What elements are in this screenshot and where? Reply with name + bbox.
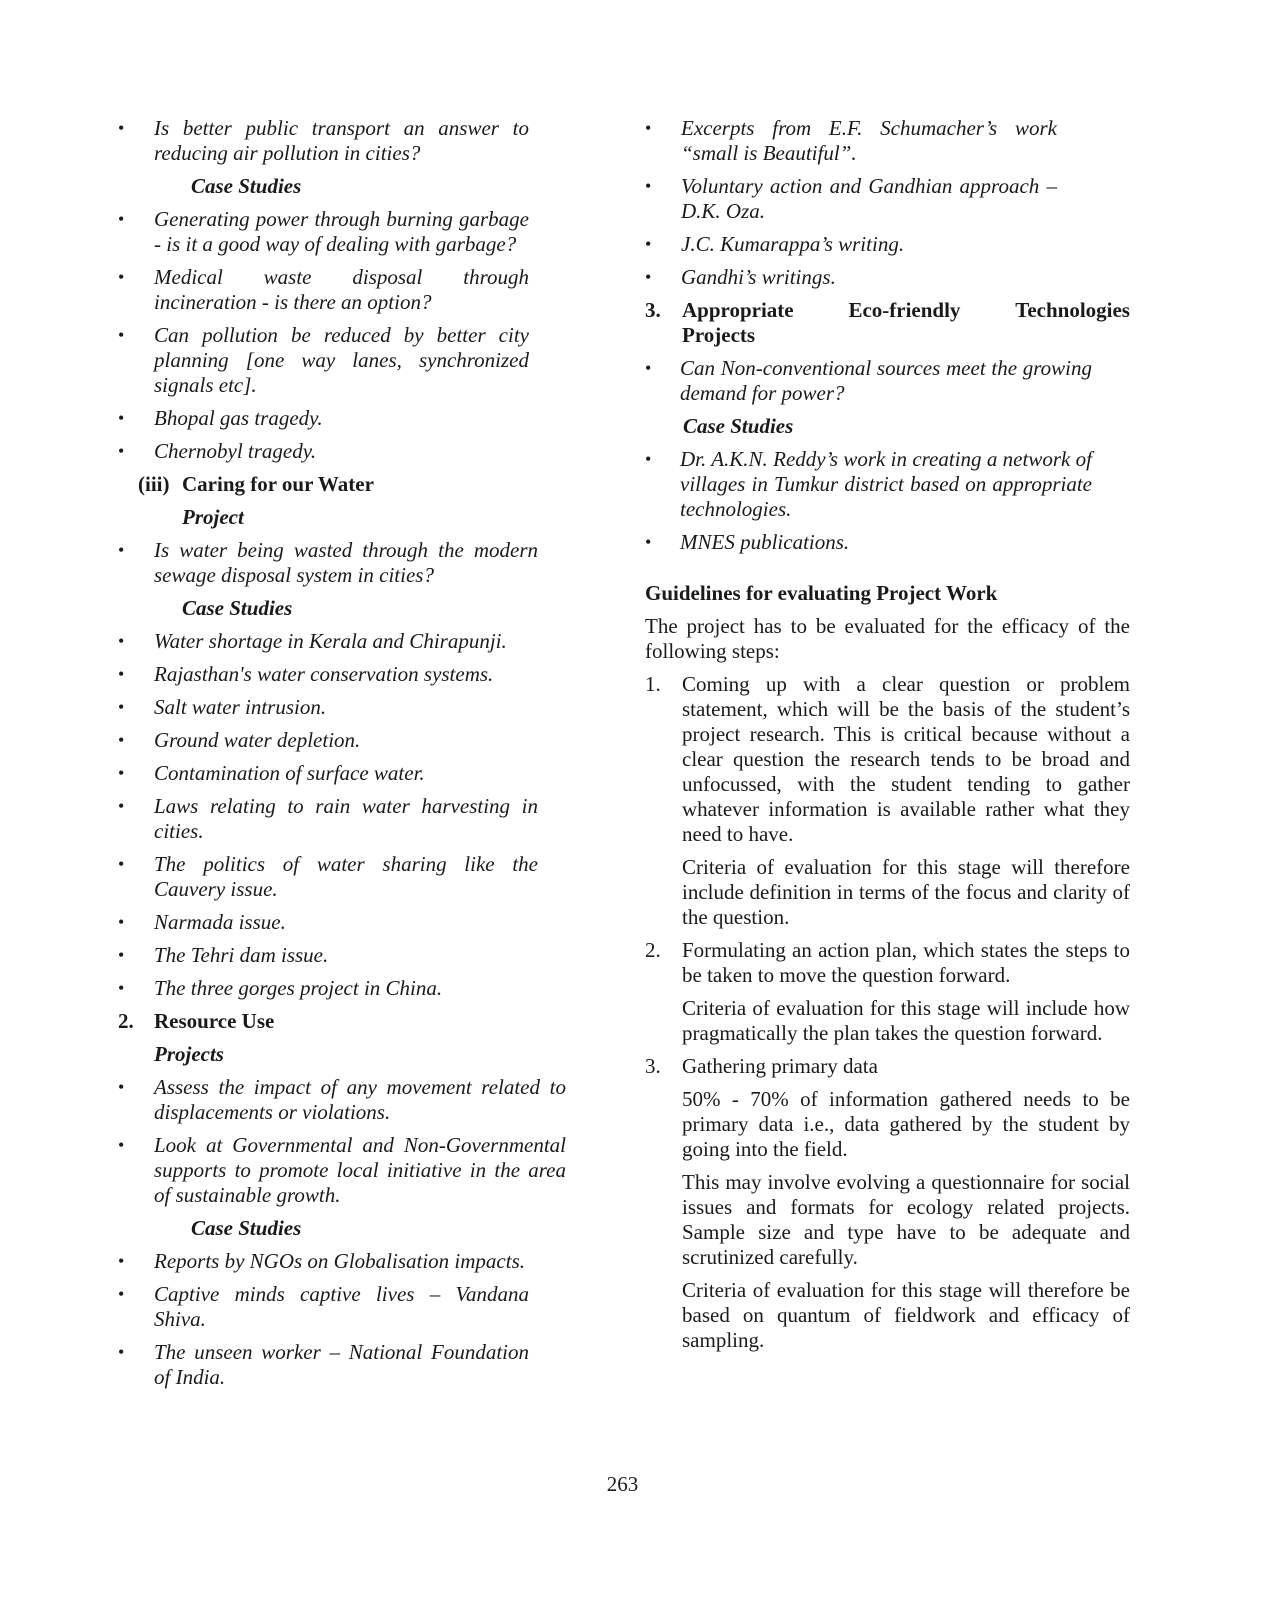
list-item: • Assess the impact of any movement related to displacements or violations. xyxy=(118,1075,566,1125)
list-item: • Medical waste disposal through incineration - is there an option? xyxy=(118,265,529,315)
list-item: • Narmada issue. xyxy=(118,910,538,935)
section-title-word: Technologies xyxy=(1015,298,1130,322)
list-item: • Chernobyl tragedy. xyxy=(118,439,529,464)
section-title: Resource Use xyxy=(154,1009,275,1033)
list-item: • Is better public transport an answer to reducing air pollution in cities? xyxy=(118,116,529,166)
list-item: • Dr. A.K.N. Reddy’s work in creating a network of villages in Tumkur district based on appropriate technologies. xyxy=(645,447,1092,522)
case-studies-heading: Case Studies xyxy=(191,174,302,198)
step-item xyxy=(645,1054,1130,1079)
list-item: • MNES publications. xyxy=(645,530,1092,555)
tech-project-list xyxy=(645,356,1092,406)
list-item: • J.C. Kumarappa’s writing. xyxy=(645,232,1057,257)
list-item: • Voluntary action and Gandhian approach – D.K. Oza. xyxy=(645,174,1057,224)
list-item: • Can Non-conventional sources meet the growing demand for power? xyxy=(645,356,1092,406)
right-column xyxy=(645,116,1130,1361)
list-item: • Generating power through burning garbage - is it a good way of dealing with garbage? xyxy=(118,207,529,257)
step-paragraph: Criteria of evaluation for this stage will include how pragmatically the plan takes the question forward. xyxy=(682,996,1130,1045)
step-text: Formulating an action plan, which states the steps to be taken to move the question forward. xyxy=(682,938,1130,987)
step-paragraph: This may involve evolving a questionnaire for social issues and formats for ecology related projects. Sample size and type have to be adequate and scrutinized carefully. xyxy=(682,1170,1130,1269)
list-item: • Gandhi’s writings. xyxy=(645,265,1057,290)
page-number: 263 xyxy=(606,1472,639,1496)
section-3-heading xyxy=(645,298,1130,348)
list-item: • The unseen worker – National Foundation of India. xyxy=(118,1340,529,1390)
list-item: • The politics of water sharing like the Cauvery issue. xyxy=(118,852,538,902)
subsection-iii-heading xyxy=(138,472,602,497)
list-item: • Captive minds captive lives – Vandana Shiva. xyxy=(118,1282,529,1332)
project-heading: Project xyxy=(182,505,244,529)
list-item: • Salt water intrusion. xyxy=(118,695,538,720)
list-item: • Rajasthan's water conservation systems. xyxy=(118,662,538,687)
section-2-heading xyxy=(118,1009,602,1034)
list-item: • Ground water depletion. xyxy=(118,728,538,753)
list-item: • Can pollution be reduced by better city planning [one way lanes, synchronized signals etc]. xyxy=(118,323,529,398)
water-project-list xyxy=(118,538,538,588)
list-item: • Contamination of surface water. xyxy=(118,761,538,786)
case-studies-list-2 xyxy=(118,629,538,1001)
guidelines-heading: Guidelines for evaluating Project Work xyxy=(645,581,998,605)
section-title-word: Appropriate xyxy=(682,298,794,322)
list-item: • Laws relating to rain water harvesting in cities. xyxy=(118,794,538,844)
case-studies-heading: Case Studies xyxy=(182,596,293,620)
subsection-title: Caring for our Water xyxy=(182,472,374,496)
list-item: • Reports by NGOs on Globalisation impacts. xyxy=(118,1249,529,1274)
list-item: • The three gorges project in China. xyxy=(118,976,538,1001)
step-item xyxy=(645,938,1130,988)
step-number: 2. xyxy=(645,938,661,962)
list-item: • Is water being wasted through the modern sewage disposal system in cities? xyxy=(118,538,538,588)
case-studies-heading: Case Studies xyxy=(683,414,794,438)
subsection-number: (iii) xyxy=(138,472,170,496)
case-studies-list-3 xyxy=(118,1249,529,1390)
step-number: 3. xyxy=(645,1054,661,1078)
case-studies-heading: Case Studies xyxy=(191,1216,302,1240)
guidelines-intro: The project has to be evaluated for the efficacy of the following steps: xyxy=(645,614,1130,663)
list-item: • Water shortage in Kerala and Chirapunji. xyxy=(118,629,538,654)
tech-case-studies-list xyxy=(645,447,1092,555)
section-number: 3. xyxy=(645,298,661,322)
step-paragraph: Criteria of evaluation for this stage will therefore be based on quantum of fieldwork and efficacy of sampling. xyxy=(682,1278,1130,1352)
step-paragraph: Criteria of evaluation for this stage will therefore include definition in terms of the focus and clarity of the question. xyxy=(682,855,1130,929)
air-pollution-bullets xyxy=(118,116,529,166)
step-text: Gathering primary data xyxy=(682,1054,878,1078)
list-item: • Bhopal gas tragedy. xyxy=(118,406,529,431)
list-item: • Excerpts from E.F. Schumacher’s work “small is Beautiful”. xyxy=(645,116,1057,166)
list-item: • The Tehri dam issue. xyxy=(118,943,538,968)
section-title-word: Eco-friendly xyxy=(848,298,961,322)
projects-heading: Projects xyxy=(154,1042,224,1066)
section-number: 2. xyxy=(118,1009,134,1033)
step-item xyxy=(645,672,1130,847)
readings-bullets xyxy=(645,116,1057,290)
case-studies-list-1 xyxy=(118,207,529,464)
resource-projects-list xyxy=(118,1075,566,1208)
list-item: • Look at Governmental and Non-Governmental supports to promote local initiative in the area of sustainable growth. xyxy=(118,1133,566,1208)
step-paragraph: 50% - 70% of information gathered needs to be primary data i.e., data gathered by the student by going into the field. xyxy=(682,1087,1130,1161)
left-column xyxy=(118,116,602,1398)
step-number: 1. xyxy=(645,672,661,696)
step-text: Coming up with a clear question or problem statement, which will be the basis of the student’s project research. This is critical because without a clear question the research tends to be broad and unfocussed, with the student tending to gather whatever information is available rather what they need to have. xyxy=(682,672,1130,846)
section-title-line2: Projects xyxy=(682,323,756,347)
